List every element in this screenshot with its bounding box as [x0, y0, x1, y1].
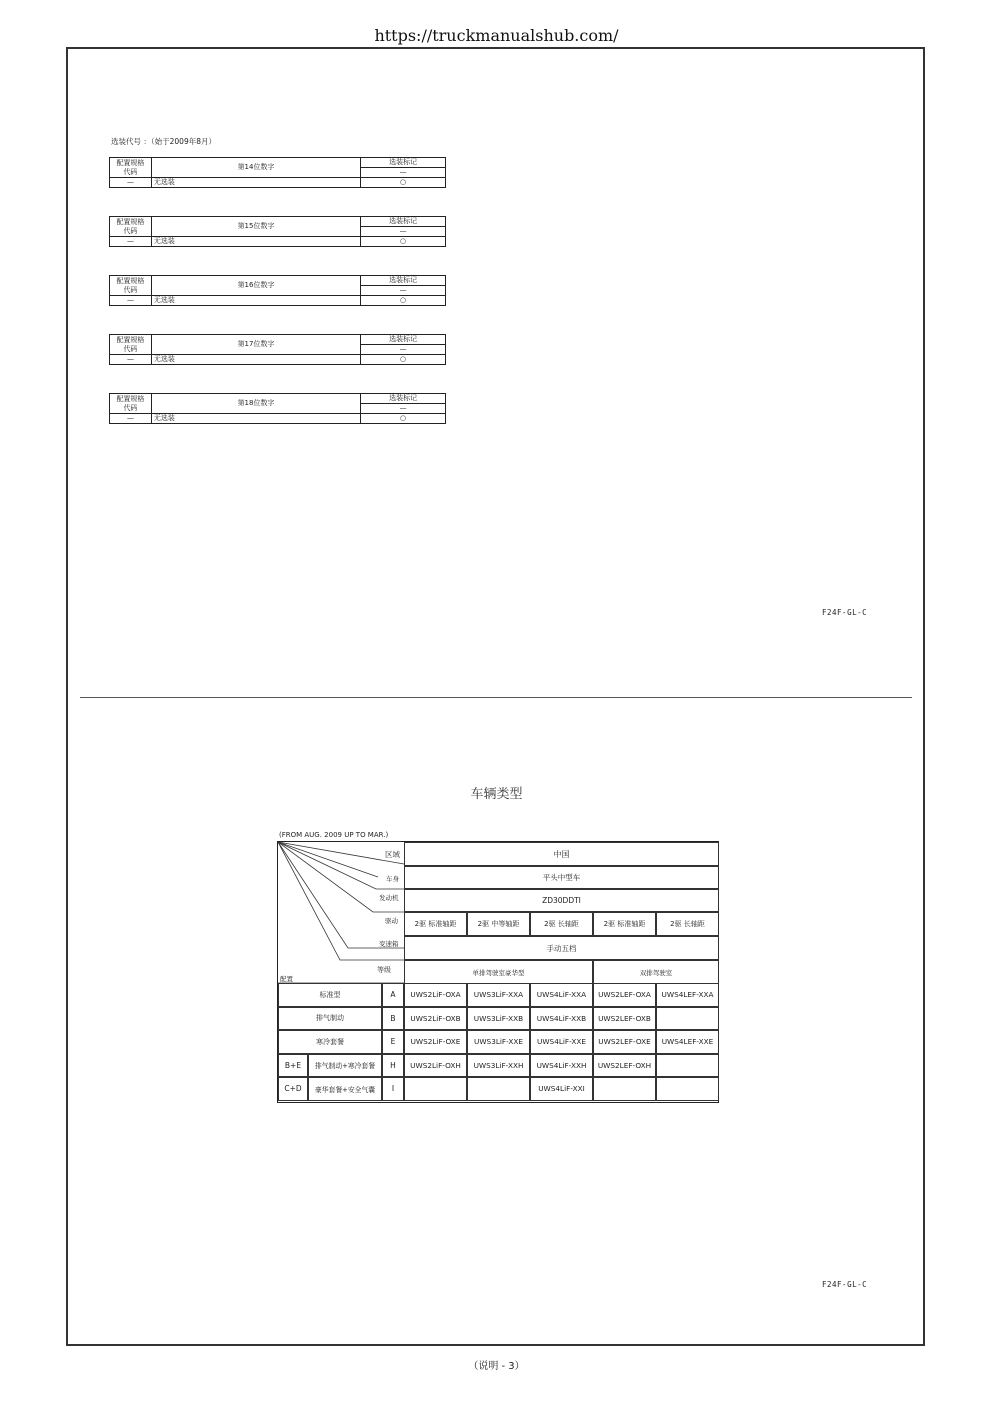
- option-mark-subheader: —: [361, 345, 446, 355]
- transmission-value: 手动五档: [404, 936, 719, 960]
- model-code: UWS4LEF-XXA: [656, 983, 719, 1007]
- spec-code-header: 配置规格 代码: [110, 158, 152, 178]
- option-mark-header: 选装标记: [361, 276, 446, 286]
- digit-label: 第18位数字: [151, 394, 360, 414]
- body-value: 平头中型车: [404, 866, 719, 889]
- row-mark: ○: [361, 296, 446, 306]
- model-code: [656, 1007, 719, 1031]
- source-url[interactable]: https://truckmanualshub.com/: [374, 26, 619, 45]
- row-code: —: [110, 355, 152, 365]
- digit-label: 第16位数字: [151, 276, 360, 296]
- options-note: 选装代号 ：（始于2009年8月）: [111, 137, 216, 146]
- row-description: 无选装: [151, 178, 360, 188]
- spec-code-header: 配置规格 代码: [110, 335, 152, 355]
- model-code: UWS2LEF-OXA: [593, 983, 656, 1007]
- header-transmission-label: 变速箱: [379, 940, 399, 948]
- drive-value: 2驱 标准轴距: [404, 912, 467, 936]
- model-code: UWS3LiF-XXE: [467, 1030, 530, 1054]
- option-table: [109, 216, 446, 247]
- config-combo: C+D: [278, 1077, 308, 1101]
- vehicle-type-title: 车辆类型: [470, 787, 523, 802]
- row-mark: ○: [361, 414, 446, 424]
- header-drive-label: 驱动: [385, 917, 398, 925]
- row-description: 无选装: [151, 355, 360, 365]
- section-divider: [80, 697, 912, 698]
- option-mark-subheader: —: [361, 286, 446, 296]
- row-description: 无选装: [151, 414, 360, 424]
- header-region-label: 区域: [385, 850, 400, 859]
- model-code: [656, 1054, 719, 1078]
- model-code: UWS4LiF-XXB: [530, 1007, 593, 1031]
- model-code: UWS2LEF-OXH: [593, 1054, 656, 1078]
- model-code: [467, 1077, 530, 1101]
- header-grade-label: 等级: [377, 966, 391, 974]
- digit-label: 第14位数字: [151, 158, 360, 178]
- option-mark-subheader: —: [361, 404, 446, 414]
- engine-value: ZD30DDTI: [404, 889, 719, 912]
- model-code: UWS3LiF-XXA: [467, 983, 530, 1007]
- spec-code-header: 配置规格 代码: [110, 394, 152, 414]
- option-table: [109, 393, 446, 424]
- model-code: UWS3LiF-XXH: [467, 1054, 530, 1078]
- option-mark-header: 选装标记: [361, 335, 446, 345]
- model-code: UWS4LiF-XXI: [530, 1077, 593, 1101]
- option-table: [109, 157, 446, 188]
- model-code: UWS2LEF-OXB: [593, 1007, 656, 1031]
- model-code: UWS2LiF-OXH: [404, 1054, 467, 1078]
- model-code: [593, 1077, 656, 1101]
- option-table: [109, 334, 446, 365]
- option-mark-header: 选装标记: [361, 394, 446, 404]
- drive-value: 2驱 标准轴距: [593, 912, 656, 936]
- model-code: UWS2LiF-OXE: [404, 1030, 467, 1054]
- config-code: B: [382, 1007, 404, 1031]
- drive-value: 2驱 中等轴距: [467, 912, 530, 936]
- drive-value: 2驱 长轴距: [530, 912, 593, 936]
- option-mark-subheader: —: [361, 227, 446, 237]
- option-mark-subheader: —: [361, 168, 446, 178]
- page-code-lower: F24F-GL-C: [822, 1280, 868, 1289]
- row-code: —: [110, 414, 152, 424]
- model-code: UWS4LiF-XXH: [530, 1054, 593, 1078]
- config-name: 豪华套餐+安全气囊: [308, 1077, 382, 1101]
- header-engine-label: 发动机: [379, 894, 399, 902]
- vehicle-type-table: [277, 841, 719, 1103]
- grade-value: 双排驾驶室: [593, 960, 719, 984]
- config-code: I: [382, 1077, 404, 1101]
- row-code: —: [110, 237, 152, 247]
- model-code: [656, 1077, 719, 1101]
- config-name: 寒冷套餐: [278, 1030, 382, 1054]
- option-mark-header: 选装标记: [361, 217, 446, 227]
- digit-label: 第17位数字: [151, 335, 360, 355]
- grade-value: 单排驾驶室豪华型: [404, 960, 593, 984]
- model-code: UWS4LiF-XXE: [530, 1030, 593, 1054]
- page-number: （说明 - 3）: [468, 1361, 525, 1372]
- model-code: UWS2LiF-OXA: [404, 983, 467, 1007]
- digit-label: 第15位数字: [151, 217, 360, 237]
- config-combo: B+E: [278, 1054, 308, 1078]
- model-code: UWS4LEF-XXE: [656, 1030, 719, 1054]
- row-code: —: [110, 178, 152, 188]
- header-body-label: 车身: [386, 875, 399, 883]
- model-code: UWS2LiF-OXB: [404, 1007, 467, 1031]
- row-description: 无选装: [151, 296, 360, 306]
- header-config-label: 配置: [280, 975, 293, 983]
- region-value: 中国: [404, 842, 719, 866]
- model-code: UWS2LEF-OXE: [593, 1030, 656, 1054]
- row-code: —: [110, 296, 152, 306]
- spec-code-header: 配置规格 代码: [110, 217, 152, 237]
- config-name: 排气制动: [278, 1007, 382, 1031]
- config-name: 排气制动+寒冷套餐: [308, 1054, 382, 1078]
- drive-value: 2驱 长轴距: [656, 912, 719, 936]
- model-code: UWS3LiF-XXB: [467, 1007, 530, 1031]
- row-mark: ○: [361, 237, 446, 247]
- page-code-upper: F24F-GL-C: [822, 608, 868, 617]
- from-date-note: (FROM AUG. 2009 UP TO MAR.): [279, 831, 389, 839]
- row-mark: ○: [361, 355, 446, 365]
- config-code: A: [382, 983, 404, 1007]
- model-code: UWS4LiF-XXA: [530, 983, 593, 1007]
- config-code: H: [382, 1054, 404, 1078]
- config-name: 标准型: [278, 983, 382, 1007]
- model-code: [404, 1077, 467, 1101]
- spec-code-header: 配置规格 代码: [110, 276, 152, 296]
- row-mark: ○: [361, 178, 446, 188]
- option-table: [109, 275, 446, 306]
- config-code: E: [382, 1030, 404, 1054]
- row-description: 无选装: [151, 237, 360, 247]
- option-mark-header: 选装标记: [361, 158, 446, 168]
